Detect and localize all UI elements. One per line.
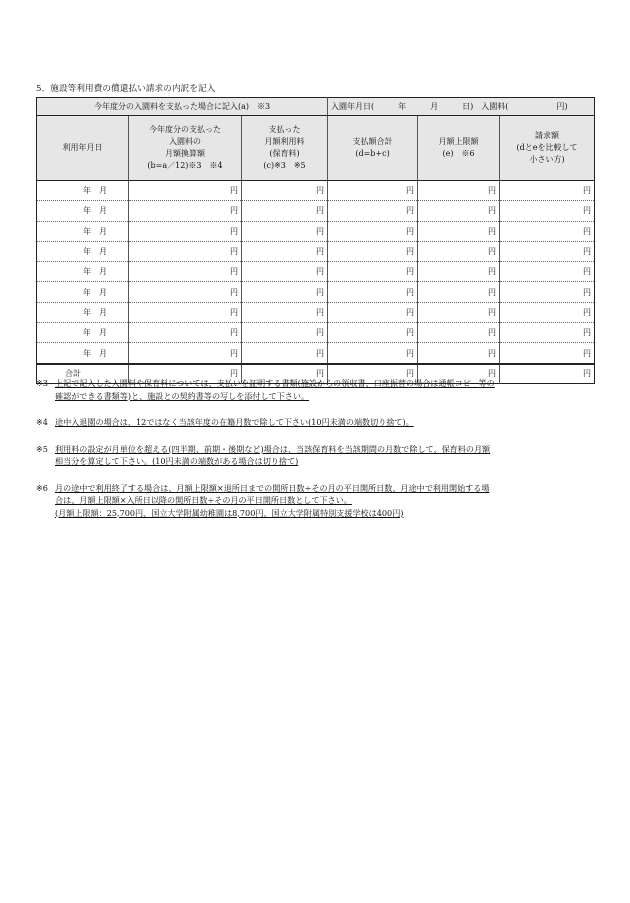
amount-cell[interactable]: 円 <box>242 221 328 241</box>
column-header-line: (b=a／12)※3 ※4 <box>147 161 223 170</box>
amount-cell[interactable]: 円 <box>242 262 328 282</box>
notes-section <box>36 377 596 533</box>
note-item <box>36 482 596 520</box>
amount-cell[interactable]: 円 <box>500 323 595 343</box>
column-header-line: (c)※3 ※5 <box>263 161 306 170</box>
amount-cell[interactable]: 円 <box>500 343 595 364</box>
note-line: 相当分を算定して下さい。(10円未満の端数がある場合は切り捨て) <box>55 456 299 466</box>
amount-cell[interactable]: 円 <box>500 181 595 201</box>
year-month-cell[interactable]: 年 月 <box>37 241 129 261</box>
column-header <box>418 116 500 181</box>
amount-cell[interactable]: 円 <box>242 282 328 302</box>
total-cell[interactable]: 円 <box>418 364 500 384</box>
amount-cell[interactable]: 円 <box>242 343 328 364</box>
note-text <box>55 443 596 468</box>
table-row <box>37 221 595 241</box>
note-line: 月の途中で利用終了する場合は、月額上限額×退所日までの開所日数÷その月の平日開所日数、月途中で利用開始する場 <box>55 482 490 493</box>
column-header-line: (dとeを比較して <box>516 143 578 152</box>
note-text <box>55 482 596 520</box>
column-header <box>37 116 129 181</box>
amount-cell[interactable]: 円 <box>129 302 242 322</box>
amount-cell[interactable]: 円 <box>418 221 500 241</box>
column-header-line: 請求額 <box>535 131 560 140</box>
amount-cell[interactable]: 円 <box>500 262 595 282</box>
amount-cell[interactable]: 円 <box>242 302 328 322</box>
column-header <box>500 116 595 181</box>
amount-cell[interactable]: 円 <box>129 262 242 282</box>
amount-cell[interactable]: 円 <box>500 201 595 221</box>
amount-cell[interactable]: 円 <box>328 221 418 241</box>
amount-cell[interactable]: 円 <box>418 323 500 343</box>
table-row <box>37 262 595 282</box>
amount-cell[interactable]: 円 <box>418 262 500 282</box>
admission-fee-row <box>37 98 595 116</box>
note-item <box>36 443 596 468</box>
amount-cell[interactable]: 円 <box>129 181 242 201</box>
total-cell[interactable]: 円 <box>500 364 595 384</box>
total-cell[interactable]: 円 <box>129 364 242 384</box>
table-row <box>37 343 595 364</box>
table-row <box>37 282 595 302</box>
year-month-cell[interactable]: 年 月 <box>37 201 129 221</box>
amount-cell[interactable]: 円 <box>418 241 500 261</box>
note-line: 利用料の設定が月単位を超える(四半期、前期・後期など)場合は、当該保育料を当該期間の月数で除して、保育料の月額 <box>55 443 491 454</box>
note-mark: ※6 <box>36 482 48 493</box>
header-row <box>37 116 595 181</box>
column-header-line: 入園料の <box>169 137 201 146</box>
amount-cell[interactable]: 円 <box>500 241 595 261</box>
note-line: 合は、月額上限額×入所日以降の開所日数÷その月の平日開所日数として下さい。 <box>55 495 352 505</box>
column-header-line: 小さい方) <box>529 155 565 164</box>
table-row <box>37 241 595 261</box>
admission-date-fee-field[interactable]: 入園年月日( 年 月 日) 入園料( 円) <box>328 98 595 116</box>
column-header-line: 月額上限額 <box>438 137 479 146</box>
table-row <box>37 302 595 322</box>
amount-cell[interactable]: 円 <box>242 181 328 201</box>
table-row <box>37 201 595 221</box>
amount-cell[interactable]: 円 <box>418 181 500 201</box>
note-mark: ※5 <box>36 443 48 454</box>
total-cell[interactable]: 円 <box>242 364 328 384</box>
column-header-line: 今年度分の支払った <box>149 125 221 134</box>
amount-cell[interactable]: 円 <box>418 302 500 322</box>
column-header <box>242 116 328 181</box>
admission-fee-label: 今年度分の入園料を支払った場合に記入(a) ※3 <box>37 98 328 116</box>
note-line: 上記で記入した入園料や保育料については、支払いを証明する書類(施設からの領収書、口座振替の場合は通帳コピー等の <box>55 378 495 388</box>
amount-cell[interactable]: 円 <box>129 343 242 364</box>
amount-cell[interactable]: 円 <box>328 201 418 221</box>
column-header-line: (保育料) <box>269 149 300 158</box>
column-header-line: (d=b+c) <box>355 149 390 158</box>
amount-cell[interactable]: 円 <box>500 282 595 302</box>
year-month-cell[interactable]: 年 月 <box>37 282 129 302</box>
year-month-cell[interactable]: 年 月 <box>37 221 129 241</box>
year-month-cell[interactable]: 年 月 <box>37 323 129 343</box>
amount-cell[interactable]: 円 <box>242 323 328 343</box>
note-line: (月額上限額：25,700円、国立大学附属幼稚園は8,700円、国立大学附属特別支援学校は400円) <box>55 507 404 518</box>
amount-cell[interactable]: 円 <box>242 241 328 261</box>
year-month-cell[interactable]: 年 月 <box>37 343 129 364</box>
reimbursement-table <box>36 97 595 384</box>
column-header-line: 支払額合計 <box>352 137 393 146</box>
column-header <box>129 116 242 181</box>
note-mark: ※4 <box>36 417 48 427</box>
column-header-line: 支払った <box>268 125 301 134</box>
amount-cell[interactable]: 円 <box>328 302 418 322</box>
year-month-cell[interactable]: 年 月 <box>37 262 129 282</box>
amount-cell[interactable]: 円 <box>328 323 418 343</box>
note-line: 途中入退園の場合は、12ではなく当該年度の在籍月数で除して下さい(10円未満の端数切り捨て)。 <box>55 417 414 427</box>
column-header-line: 月額利用料 <box>264 137 305 146</box>
amount-cell[interactable]: 円 <box>328 282 418 302</box>
amount-cell[interactable]: 円 <box>328 343 418 364</box>
amount-cell[interactable]: 円 <box>418 343 500 364</box>
amount-cell[interactable]: 円 <box>129 201 242 221</box>
table-row <box>37 323 595 343</box>
note-text <box>55 416 596 429</box>
amount-cell[interactable]: 円 <box>129 221 242 241</box>
amount-cell[interactable]: 円 <box>500 221 595 241</box>
column-header-line: 月額換算額 <box>165 149 205 158</box>
column-header-line: (e) ※6 <box>442 149 475 158</box>
amount-cell[interactable]: 円 <box>328 241 418 261</box>
note-item <box>36 416 596 429</box>
note-text <box>55 377 596 402</box>
year-month-cell[interactable]: 年 月 <box>37 181 129 201</box>
amount-cell[interactable]: 円 <box>500 302 595 322</box>
amount-cell[interactable]: 円 <box>418 201 500 221</box>
total-label: 合計 <box>37 364 129 384</box>
note-line: 確認ができる書類等)と、施設との契約書等の写しを添付して下さい。 <box>55 390 310 401</box>
amount-cell[interactable]: 円 <box>129 323 242 343</box>
amount-cell[interactable]: 円 <box>242 201 328 221</box>
year-month-cell[interactable]: 年 月 <box>37 302 129 322</box>
note-mark: ※3 <box>36 378 48 388</box>
amount-cell[interactable]: 円 <box>328 181 418 201</box>
section-title: 5．施設等利用費の償還払い請求の内訳を記入 <box>36 84 216 94</box>
column-header <box>328 116 418 181</box>
amount-cell[interactable]: 円 <box>129 282 242 302</box>
column-header-line: 利用年月日 <box>62 143 103 152</box>
total-cell[interactable]: 円 <box>328 364 418 384</box>
note-item <box>36 377 596 402</box>
amount-cell[interactable]: 円 <box>418 282 500 302</box>
amount-cell[interactable]: 円 <box>328 262 418 282</box>
table-row <box>37 181 595 201</box>
amount-cell[interactable]: 円 <box>129 241 242 261</box>
